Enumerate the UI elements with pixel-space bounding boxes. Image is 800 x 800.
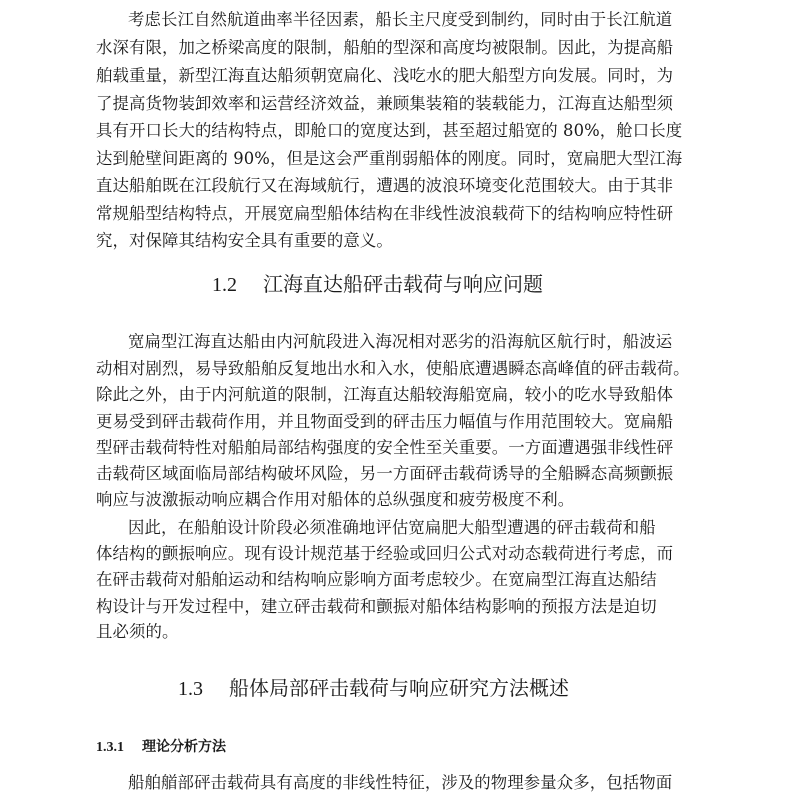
text-line: 构设计与开发过程中，建立砰击载荷和颤振对船体结构影响的预报方法是迫切 (96, 597, 657, 616)
text-line: 直达船舶既在江段航行又在海域航行，遭遇的波浪环境变化范围较大。由于其非 (96, 176, 674, 195)
subsection-heading (96, 738, 226, 757)
text-line: 具有开口长大的结构特点，即舱口的宽度达到，甚至超过船宽的 80%，舱口长度 (96, 121, 683, 140)
text-line: 动相对剧烈，易导致船舶反复地出水和入水，使船底遭遇瞬态高峰值的砰击载荷。 (96, 359, 690, 378)
text-line: 除此之外，由于内河航道的限制，江海直达船较海船宽扁，较小的吃水导致船体 (96, 385, 674, 404)
text-line: 因此，在船舶设计阶段必须准确地评估宽扁肥大船型遭遇的砰击载荷和船 (128, 518, 656, 537)
text-line: 宽扁型江海直达船由内河航段进入海况相对恶劣的沿海航区航行时，船波运 (128, 332, 673, 351)
text-line: 究，对保障其结构安全具有重要的意义。 (96, 231, 393, 250)
section-heading (178, 676, 569, 701)
text-line: 舶载重量，新型江海直达船须朝宽扁化、浅吃水的肥大船型方向发展。同时，为 (96, 66, 674, 85)
text-line: 水深有限，加之桥梁高度的限制，船舶的型深和高度均被限制。因此，为提高船 (96, 38, 674, 57)
text-line: 体结构的颤振响应。现有设计规范基于经验或回归公式对动态载荷进行考虑，而 (96, 544, 674, 563)
subsection-title: 理论分析方法 (142, 739, 226, 755)
section-number: 1.3 (178, 678, 203, 700)
text-line: 达到舱壁间距离的 90%，但是这会严重削弱船体的刚度。同时，宽扁肥大型江海 (96, 149, 683, 168)
text-line: 船舶艏部砰击载荷具有高度的非线性特征，涉及的物理参量众多，包括物面 (128, 773, 673, 792)
text-line: 了提高货物装卸效率和运营经济效益，兼顾集装箱的装载能力，江海直达船型须 (96, 94, 674, 113)
text-line: 击载荷区域面临局部结构破坏风险，另一方面砰击载荷诱导的全船瞬态高频颤振 (96, 464, 674, 483)
text-line: 且必须的。 (96, 622, 179, 641)
section-number: 1.2 (212, 274, 237, 296)
text-line: 常规船型结构特点，开展宽扁型船体结构在非线性波浪载荷下的结构响应特性研 (96, 204, 674, 223)
section-heading (212, 272, 543, 297)
section-title: 江海直达船砰击载荷与响应问题 (263, 272, 543, 296)
text-line: 响应与波激振动响应耦合作用对船体的总纵强度和疲劳极度不利。 (96, 490, 575, 509)
text-line: 型砰击载荷特性对船舶局部结构强度的安全性至关重要。一方面遭遇强非线性砰 (96, 438, 674, 457)
text-line: 更易受到砰击载荷作用，并且物面受到的砰击压力幅值与作用范围较大。宽扁船 (96, 412, 674, 431)
subsection-number: 1.3.1 (96, 740, 124, 755)
text-line: 在砰击载荷对船舶运动和结构响应影响方面考虑较少。在宽扁型江海直达船结 (96, 570, 657, 589)
text-line: 考虑长江自然航道曲率半径因素，船长主尺度受到制约，同时由于长江航道 (128, 10, 673, 29)
section-title: 船体局部砰击载荷与响应研究方法概述 (229, 676, 569, 700)
